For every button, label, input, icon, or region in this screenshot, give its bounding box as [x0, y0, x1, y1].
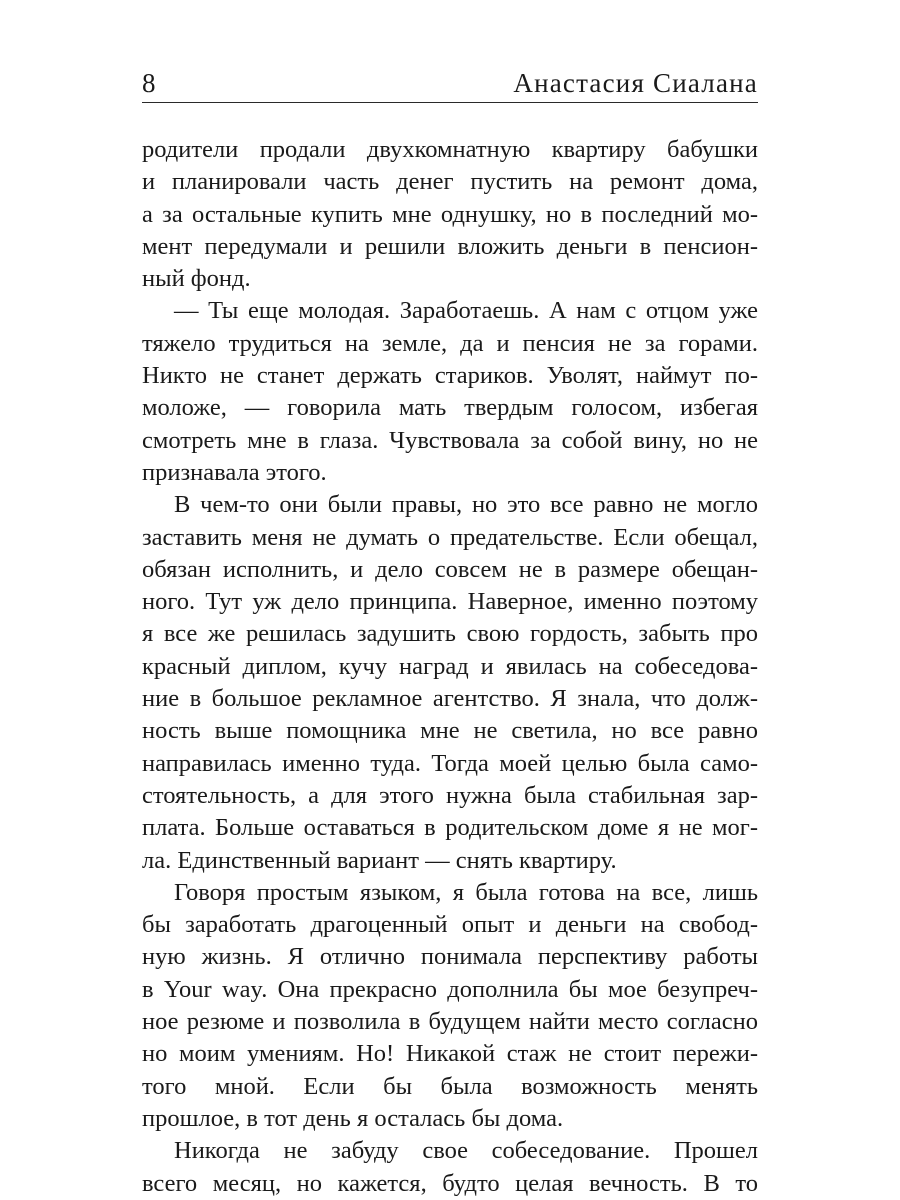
- text-line: обязан исполнить, и дело совсем не в размере обещан-: [142, 555, 758, 583]
- body-text: [142, 134, 758, 1200]
- text-line: я все же решилась задушить свою гордость, забыть про: [142, 620, 758, 648]
- text-line: заставить меня не думать о предательстве. Если обещал,: [142, 523, 758, 551]
- text-line: ного. Тут уж дело принципа. Наверное, именно поэтому: [142, 588, 758, 616]
- text-line: ный фонд.: [142, 265, 251, 293]
- text-line: родители продали двухкомнатную квартиру бабушки: [142, 136, 758, 163]
- text-line: бы заработать драгоценный опыт и деньги на свобод-: [142, 911, 758, 939]
- text-line: ное резюме и позволила в будущем найти место согласно: [142, 1008, 758, 1036]
- text-line: красный диплом, кучу наград и явилась на собеседова-: [142, 652, 758, 680]
- running-header: [142, 62, 758, 103]
- text-line: ную жизнь. Я отлично понимала перспективу работы: [142, 943, 758, 971]
- text-line: признавала этого.: [142, 458, 327, 486]
- text-line: Говоря простым языком, я была готова на все, лишь: [174, 878, 758, 906]
- text-line: тяжело трудиться на земле, да и пенсия не за горами.: [142, 329, 758, 357]
- text-line: направилась именно туда. Тогда моей целью была само-: [142, 749, 758, 777]
- text-line: моложе, — говорила мать твердым голосом, избегая: [142, 394, 758, 422]
- text-line: в Your way. Она прекрасно дополнила бы мое безупреч-: [142, 975, 758, 1003]
- text-line: ние в большое рекламное агентство. Я знала, что долж-: [142, 685, 758, 713]
- text-line: того мной. Если бы была возможность менять: [142, 1072, 758, 1100]
- book-author: Анастасия Сиалана: [513, 68, 758, 98]
- text-line: всего месяц, но кажется, будто целая вечность. В то: [142, 1169, 758, 1197]
- text-line: прошлое, в тот день я осталась бы дома.: [142, 1104, 564, 1132]
- text-line: но моим умениям. Но! Никакой стаж не стоит пережи-: [142, 1040, 758, 1068]
- text-line: а за остальные купить мне однушку, но в последний мо-: [142, 200, 758, 228]
- text-line: ность выше помощника мне не светила, но все равно: [142, 717, 758, 745]
- text-line: стоятельность, а для этого нужна была стабильная зар-: [142, 781, 758, 809]
- text-line: ла. Единственный вариант — снять квартиру.: [142, 846, 617, 874]
- page-number: 8: [142, 68, 156, 98]
- text-line: Никогда не забуду свое собеседование. Прошел: [174, 1137, 758, 1165]
- text-line: плата. Больше оставаться в родительском доме я не мог-: [142, 814, 758, 842]
- text-line: В чем-то они были правы, но это все равно не могло: [174, 491, 758, 519]
- text-line: смотреть мне в глаза. Чувствовала за собой вину, но не: [142, 426, 758, 454]
- text-line: Никто не станет держать стариков. Уволят, наймут по-: [142, 362, 758, 390]
- text-line: — Ты еще молодая. Заработаешь. А нам с отцом уже: [174, 297, 758, 325]
- text-line: и планировали часть денег пустить на ремонт дома,: [142, 168, 758, 196]
- text-line: мент передумали и решили вложить деньги в пенсион-: [142, 232, 758, 260]
